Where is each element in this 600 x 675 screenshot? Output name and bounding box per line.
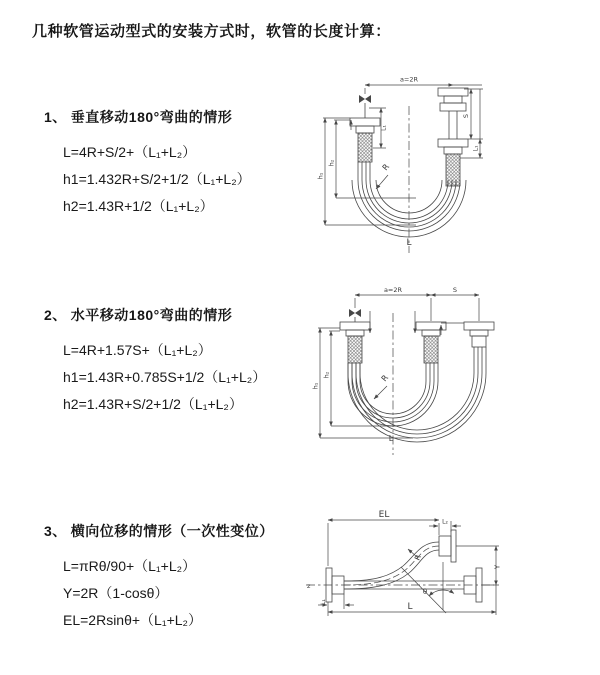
section-heading <box>44 305 319 325</box>
dim-label-h2: h₂ <box>322 371 331 379</box>
dim-label-z: z <box>307 582 311 590</box>
formula-h2: h2=1.43R+S/2+1/2（L₁+L₂） <box>63 396 243 412</box>
diagram-lateral-displacement <box>298 490 598 645</box>
valve-icon <box>359 95 371 118</box>
formula-L: L=πRθ/90+（L₁+L₂） <box>63 558 197 574</box>
formula-list <box>63 337 319 418</box>
formula-h2: h2=1.43R+1/2（L₁+L₂） <box>63 198 214 214</box>
section-horizontal-180 <box>44 305 319 418</box>
hose-s-curve <box>344 542 439 589</box>
flange-upper-right <box>439 530 456 562</box>
section-number: 2、 <box>44 307 67 323</box>
section-heading <box>44 107 319 127</box>
flange-right-stack <box>438 88 468 186</box>
dim-label-r: R <box>412 553 424 562</box>
formula-L: L=4R+1.57S+（L₁+L₂） <box>63 342 212 358</box>
diagram-horizontal-180-bend <box>303 283 598 463</box>
dim-l1 <box>318 594 354 609</box>
dim-label-y: Y <box>493 564 502 570</box>
dim-label-h1: h₁ <box>316 172 325 180</box>
dim-radius <box>374 373 390 399</box>
formula-h1: h1=1.432R+S/2+1/2（L₁+L₂） <box>63 171 251 187</box>
dim-radius <box>408 549 423 562</box>
braided-hose-section <box>424 336 438 363</box>
hose-u-bend-position2 <box>348 347 486 442</box>
dim-label-l: L <box>388 434 394 443</box>
flange-left <box>350 118 380 162</box>
section-number: 1、 <box>44 109 67 125</box>
dim-label-r: R <box>380 162 392 173</box>
dim-label-theta: θ <box>422 588 428 596</box>
dim-label-l: L <box>407 602 413 612</box>
dim-label-a2r: a=2R <box>399 75 419 84</box>
flange-middle <box>416 322 446 363</box>
section-heading <box>44 521 319 541</box>
dim-label-h2: h₂ <box>327 159 336 167</box>
braided-hose-section <box>348 336 362 363</box>
formula-h1: h1=1.43R+0.785S+1/2（L₁+L₂） <box>63 369 267 385</box>
flange-left <box>340 322 370 363</box>
braided-hose-section <box>358 133 372 162</box>
section-title: 横向位移的情形（一次性变位） <box>70 523 274 539</box>
dim-l <box>328 602 496 616</box>
diagram-vertical-180-bend <box>303 68 598 258</box>
section-vertical-180 <box>44 107 319 220</box>
dim-s-l1-right <box>460 89 483 158</box>
dim-label-l1: L₁ <box>320 599 327 605</box>
formula-Y: Y=2R（1-cosθ） <box>63 585 169 601</box>
dim-label-l: L <box>406 238 412 248</box>
dim-label-l1: L₁ <box>472 145 480 152</box>
section-lateral-displacement <box>44 521 319 634</box>
dim-label-l1: L₁ <box>380 125 388 131</box>
section-title: 垂直移动180°弯曲的情形 <box>70 109 233 125</box>
formula-L: L=4R+S/2+（L₁+L₂） <box>63 144 197 160</box>
dim-label-l2: L₂ <box>442 518 448 526</box>
section-title: 水平移动180°弯曲的情形 <box>70 307 233 323</box>
dim-y <box>456 546 502 615</box>
dim-label-a2r: a=2R <box>383 286 403 294</box>
dim-label-r: R <box>379 373 391 384</box>
flange-right <box>464 322 494 347</box>
formula-list <box>63 553 319 634</box>
formula-EL: EL=2Rsinθ+（L₁+L₂） <box>63 612 202 628</box>
dim-radius <box>376 162 391 189</box>
dim-label-s: S <box>462 113 470 119</box>
valve-icon <box>349 309 361 322</box>
page-title: 几种软管运动型式的安装方式时，软管的长度计算： <box>32 23 391 40</box>
dim-label-h1: h₁ <box>311 382 320 390</box>
dim-a2r-s <box>355 286 479 321</box>
section-number: 3、 <box>44 523 67 539</box>
dim-a2r <box>365 76 482 95</box>
dim-label-el: EL <box>378 510 390 520</box>
dim-fitting-arrows <box>370 311 464 335</box>
dim-label-s: S <box>452 286 458 294</box>
formula-list <box>63 139 319 220</box>
